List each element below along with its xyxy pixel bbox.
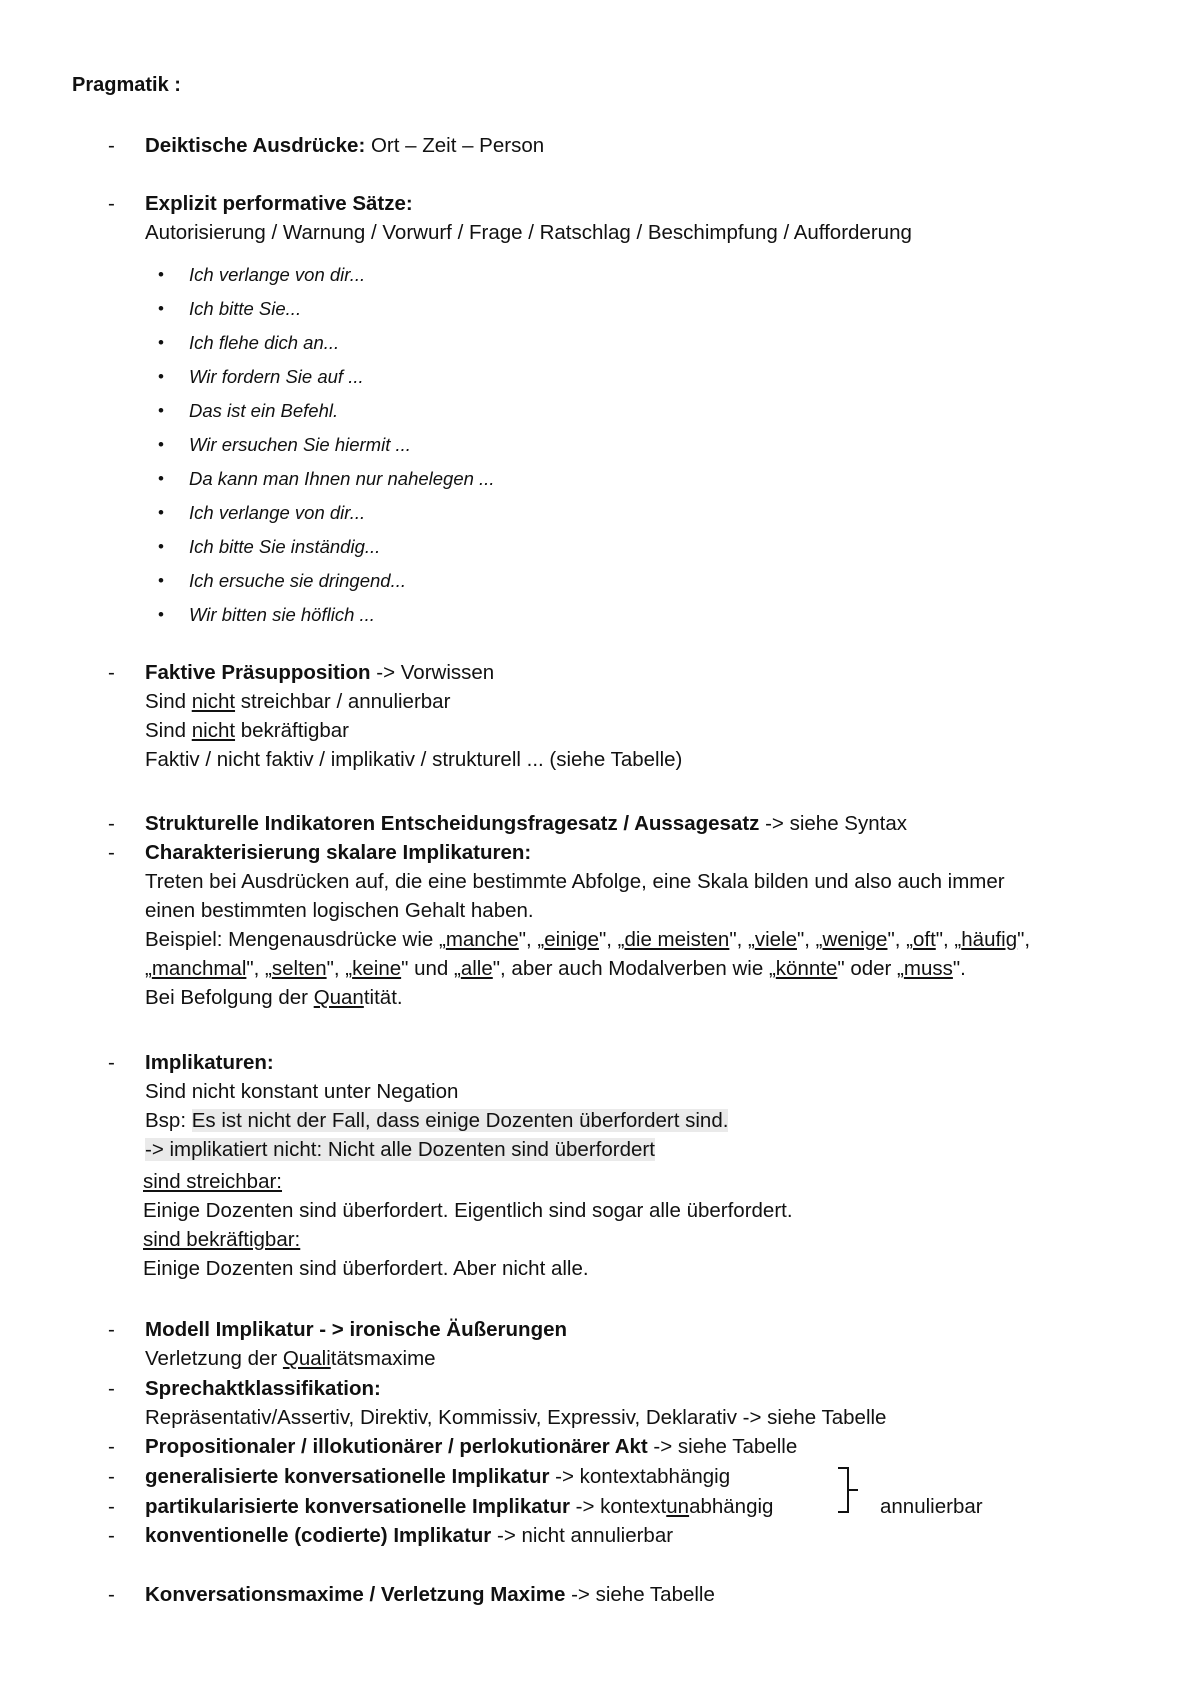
- list-item: [155, 564, 494, 598]
- example-text: Ich bitte Sie...: [189, 298, 302, 319]
- underlined-word: nicht: [191, 690, 236, 713]
- example-line: [145, 954, 1030, 983]
- text: ".: [952, 957, 966, 980]
- section-partikularisierte: [108, 1492, 773, 1521]
- list-item: [155, 360, 494, 394]
- highlighted-text: -> implikatiert nicht: Nicht alle Dozenten sind überfordert: [145, 1138, 655, 1161]
- section-deiktische: [108, 131, 544, 160]
- text: abhängig: [689, 1495, 774, 1518]
- section-performative: [108, 189, 912, 247]
- list-item: [155, 598, 494, 632]
- section-heading: Faktive Präsupposition: [145, 661, 371, 684]
- dash: -: [108, 192, 115, 215]
- underlined-word: muss: [903, 957, 953, 980]
- section-heading: Modell Implikatur - > ironische Äußerungen: [145, 1318, 568, 1341]
- underlined-word: viele: [754, 928, 797, 951]
- text: Bsp:: [145, 1109, 192, 1132]
- section-faktive: [108, 658, 682, 774]
- dash: -: [108, 1435, 115, 1458]
- example-text: Ich verlange von dir...: [189, 502, 366, 523]
- bullet: •: [158, 605, 164, 624]
- text: " oder „: [837, 957, 904, 980]
- list-item: [155, 428, 494, 462]
- bullet: •: [158, 469, 164, 488]
- page-title: Pragmatik :: [72, 74, 181, 96]
- dash: -: [108, 1377, 115, 1400]
- list-item: [155, 292, 494, 326]
- text: „: [145, 957, 152, 980]
- list-item: [155, 258, 494, 292]
- section-arrow: -> kontextabhängig: [549, 1465, 731, 1488]
- section-heading: Sprechaktklassifikation:: [145, 1377, 381, 1400]
- underlined-word: häufig: [961, 928, 1018, 951]
- list-item: [155, 496, 494, 530]
- list-item: [155, 394, 494, 428]
- bullet: •: [158, 367, 164, 386]
- underlined-word: manche: [445, 928, 519, 951]
- example-text: Ich bitte Sie inständig...: [189, 536, 381, 557]
- underlined-word: wenige: [822, 928, 888, 951]
- text: -> kontext: [569, 1495, 667, 1518]
- section-line: Einige Dozenten sind überfordert. Eigentlich sind sogar alle überfordert.: [143, 1199, 793, 1222]
- section-line: Einige Dozenten sind überfordert. Aber nicht alle.: [143, 1257, 589, 1280]
- section-heading: konventionelle (codierte) Implikatur: [145, 1524, 492, 1547]
- underlined-word: un: [666, 1495, 690, 1518]
- text: Beispiel: Mengenausdrücke wie „: [145, 928, 446, 951]
- right-brace-icon: [836, 1466, 860, 1516]
- underlined-subheading: sind streichbar:: [143, 1170, 283, 1193]
- section-heading: Implikaturen:: [145, 1051, 274, 1074]
- text: ", „: [935, 928, 962, 951]
- text: Sind: [145, 719, 192, 742]
- dash: -: [108, 1524, 115, 1547]
- bullet: •: [158, 503, 164, 522]
- annulierbar-label: annulierbar: [880, 1495, 983, 1518]
- underlined-word: die meisten: [624, 928, 730, 951]
- section-arrow: -> siehe Tabelle: [565, 1583, 715, 1606]
- section-konventionelle: [108, 1521, 673, 1550]
- text: Bei Befolgung der: [145, 986, 314, 1009]
- dash: -: [108, 1495, 115, 1518]
- text: tätsmaxime: [330, 1347, 436, 1370]
- underlined-word: keine: [352, 957, 402, 980]
- example-text: Ich flehe dich an...: [189, 332, 340, 353]
- underlined-word: nicht: [191, 719, 236, 742]
- section-skalare: [108, 838, 1030, 1012]
- list-item: [155, 462, 494, 496]
- dash: -: [108, 812, 115, 835]
- text: Sind: [145, 690, 192, 713]
- underlined-word: Quan: [313, 986, 364, 1009]
- example-text: Wir bitten sie höflich ...: [189, 604, 375, 625]
- underlined-word: oft: [912, 928, 936, 951]
- section-heading: Explizit performative Sätze:: [145, 192, 413, 215]
- section-text: Ort – Zeit – Person: [365, 134, 545, 157]
- dash: -: [108, 1318, 115, 1341]
- underlined-word: Quali: [282, 1347, 331, 1370]
- text: ", „: [518, 928, 545, 951]
- bullet: •: [158, 537, 164, 556]
- example-text: Da kann man Ihnen nur nahelegen ...: [189, 468, 495, 489]
- section-heading: partikularisierte konversationelle Implikatur: [145, 1495, 570, 1518]
- section-implikaturen: [108, 1048, 793, 1283]
- dash: -: [108, 1051, 115, 1074]
- section-line: Sind nicht konstant unter Negation: [145, 1080, 459, 1103]
- section-modell: [108, 1315, 567, 1373]
- list-item: [155, 530, 494, 564]
- list-item: [155, 326, 494, 360]
- section-strukturelle: [108, 809, 907, 838]
- example-text: Ich ersuche sie dringend...: [189, 570, 406, 591]
- bullet: •: [158, 571, 164, 590]
- section-line: Treten bei Ausdrücken auf, die eine bestimmte Abfolge, eine Skala bilden und also auch immer: [145, 870, 1005, 893]
- text: ", „: [598, 928, 625, 951]
- section-line: Autorisierung / Warnung / Vorwurf / Frage / Ratschlag / Beschimpfung / Aufforderung: [145, 221, 912, 244]
- section-konversationsmaxime: [108, 1580, 715, 1609]
- dash: -: [108, 841, 115, 864]
- underlined-word: selten: [271, 957, 327, 980]
- underlined-word: alle: [460, 957, 493, 980]
- section-arrow: -> Vorwissen: [370, 661, 495, 684]
- section-heading: Propositionaler / illokutionärer / perlokutionärer Akt: [145, 1435, 648, 1458]
- dash: -: [108, 1465, 115, 1488]
- section-arrow: -> nicht annulierbar: [491, 1524, 674, 1547]
- example-text: Ich verlange von dir...: [189, 264, 366, 285]
- text: ", „: [326, 957, 353, 980]
- highlighted-text: Es ist nicht der Fall, dass einige Dozenten überfordert sind.: [191, 1109, 729, 1132]
- bullet: •: [158, 299, 164, 318]
- underlined-word: manchmal: [151, 957, 247, 980]
- text: ", „: [729, 928, 755, 951]
- section-heading: Charakterisierung skalare Implikaturen:: [145, 841, 532, 864]
- section-akt: [108, 1432, 797, 1461]
- section-heading: Konversationsmaxime / Verletzung Maxime: [145, 1583, 566, 1606]
- bullet: •: [158, 333, 164, 352]
- example-text: Wir ersuchen Sie hiermit ...: [189, 434, 411, 455]
- text: Verletzung der: [145, 1347, 283, 1370]
- text: " und „: [401, 957, 461, 980]
- text: ",: [1017, 928, 1031, 951]
- text: tität.: [363, 986, 403, 1009]
- text: ", aber auch Modalverben wie „: [492, 957, 776, 980]
- example-line: [145, 925, 1030, 954]
- section-line: einen bestimmten logischen Gehalt haben.: [145, 899, 534, 922]
- text: ", „: [246, 957, 272, 980]
- section-line: Faktiv / nicht faktiv / implikativ / strukturell ... (siehe Tabelle): [145, 748, 683, 771]
- text: streichbar / annulierbar: [235, 690, 451, 713]
- bullet: •: [158, 435, 164, 454]
- example-list: [155, 258, 494, 632]
- text: ", „: [887, 928, 913, 951]
- section-arrow: -> siehe Syntax: [759, 812, 907, 835]
- dash: -: [108, 134, 115, 157]
- underlined-subheading: sind bekräftigbar:: [143, 1228, 301, 1251]
- bullet: •: [158, 401, 164, 420]
- section-heading: Deiktische Ausdrücke:: [145, 134, 366, 157]
- bullet: •: [158, 265, 164, 284]
- section-heading: generalisierte konversationelle Implikatur: [145, 1465, 550, 1488]
- section-line: Repräsentativ/Assertiv, Direktiv, Kommissiv, Expressiv, Deklarativ -> siehe Tabelle: [145, 1406, 887, 1429]
- section-arrow: -> siehe Tabelle: [647, 1435, 798, 1458]
- example-text: Wir fordern Sie auf ...: [189, 366, 364, 387]
- underlined-word: einige: [544, 928, 599, 951]
- text: bekräftigbar: [235, 719, 349, 742]
- section-sprechakt: [108, 1374, 886, 1432]
- underlined-word: könnte: [775, 957, 838, 980]
- section-generalisierte: [108, 1462, 730, 1491]
- section-heading: Strukturelle Indikatoren Entscheidungsfragesatz / Aussagesatz: [145, 812, 760, 835]
- text: ", „: [797, 928, 823, 951]
- example-text: Das ist ein Befehl.: [189, 400, 339, 421]
- dash: -: [108, 661, 115, 684]
- dash: -: [108, 1583, 115, 1606]
